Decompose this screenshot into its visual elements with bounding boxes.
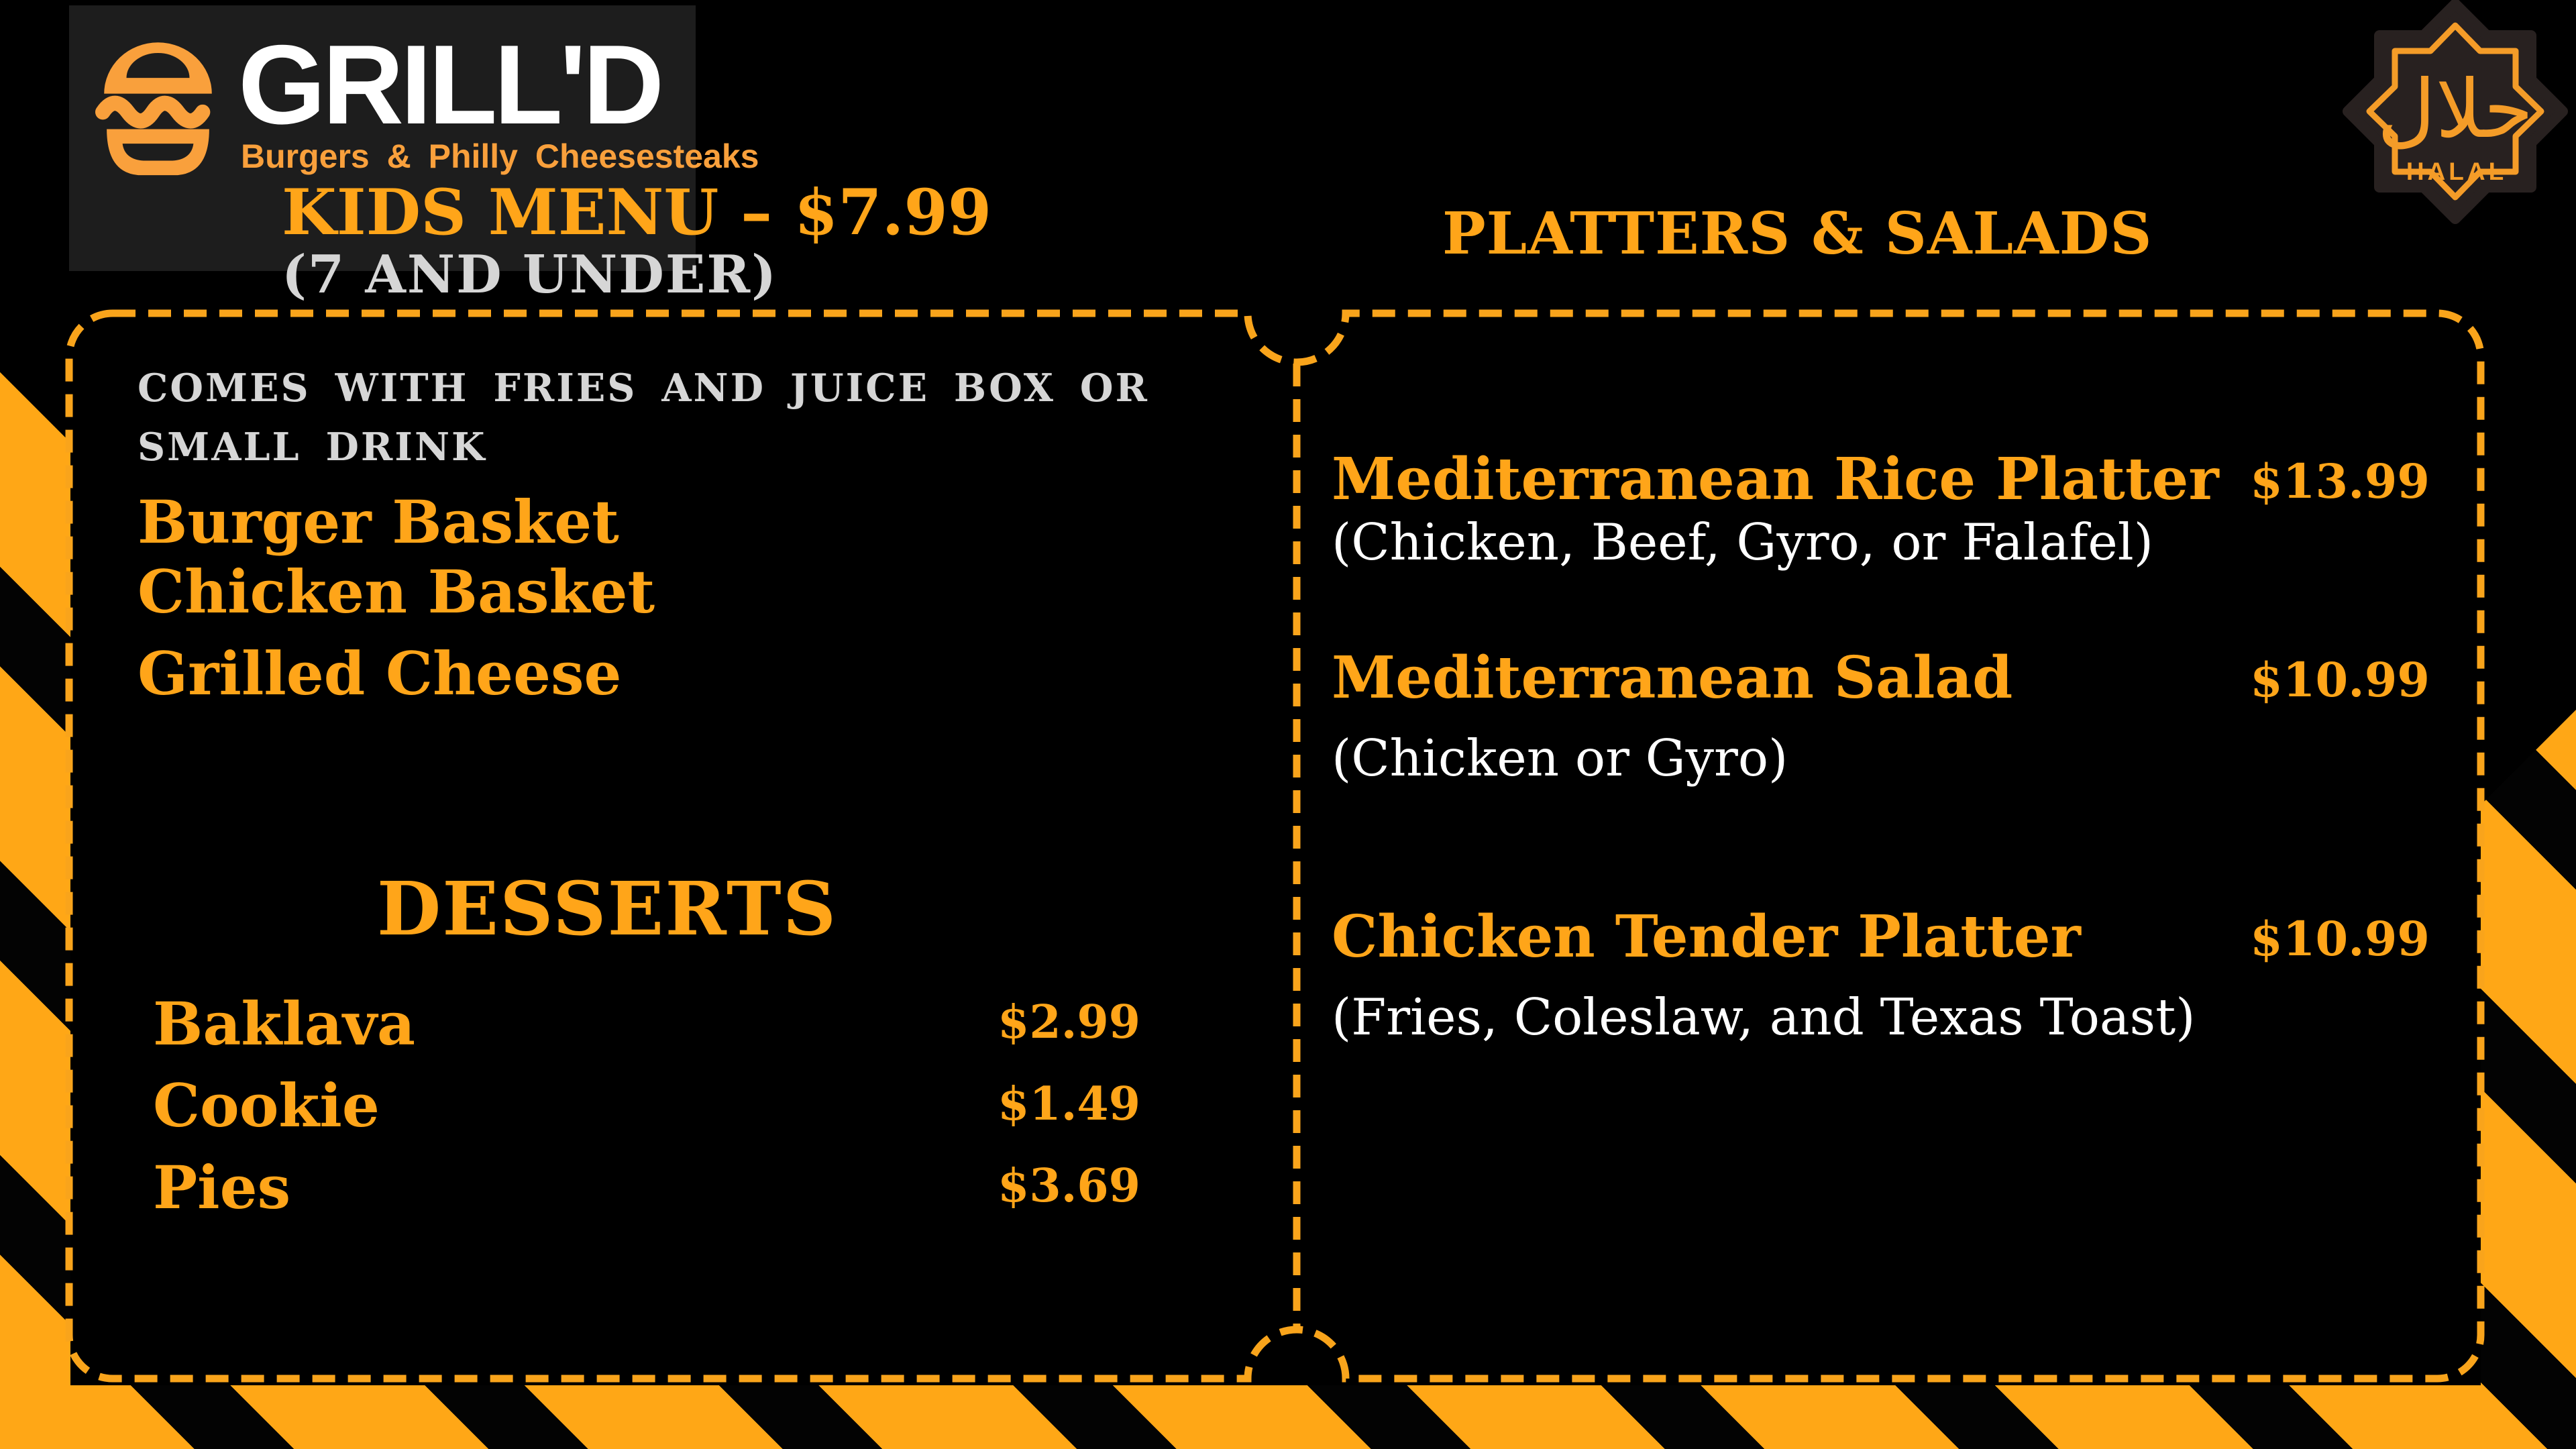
price-cookie: $1.49: [998, 1077, 1140, 1131]
halal-arabic-text: حلال: [2377, 63, 2534, 156]
menu-item-burger-basket: Burger Basket: [138, 487, 619, 557]
menu-item-cookie: Cookie: [153, 1071, 380, 1140]
menu-item-chicken-basket: Chicken Basket: [138, 557, 655, 627]
kids-menu-title: KIDS MENU – $7.99: [282, 176, 992, 250]
desc-mediterranean-rice-platter: (Chicken, Beef, Gyro, or Falafel): [1332, 513, 2153, 572]
price-pies: $3.69: [998, 1159, 1140, 1213]
price-baklava: $2.99: [998, 996, 1140, 1049]
platters-salads-title: PLATTERS & SALADS: [1442, 200, 2153, 268]
menu-item-pies: Pies: [153, 1152, 291, 1222]
halal-label: HALAL: [2406, 158, 2508, 185]
price-mediterranean-salad: $10.99: [2250, 652, 2430, 708]
brand-tagline: Burgers & Philly Cheesesteaks: [241, 138, 759, 175]
burger-icon: [89, 20, 227, 178]
kids-menu-age-note: (7 AND UNDER): [282, 244, 778, 305]
price-mediterranean-rice-platter: $13.99: [2250, 453, 2430, 509]
desserts-title: DESSERTS: [376, 865, 838, 952]
menu-item-mediterranean-rice-platter: Mediterranean Rice Platter: [1332, 445, 2219, 513]
desc-chicken-tender-platter: (Fries, Coleslaw, and Texas Toast): [1332, 987, 2196, 1046]
menu-item-grilled-cheese: Grilled Cheese: [138, 639, 622, 708]
brand-name: GRILL'D: [238, 21, 661, 148]
menu-item-mediterranean-salad: Mediterranean Salad: [1332, 644, 2013, 712]
halal-badge: [2333, 0, 2576, 225]
menu-item-chicken-tender-platter: Chicken Tender Platter: [1332, 903, 2081, 971]
menu-item-baklava: Baklava: [153, 989, 415, 1059]
kids-menu-includes-note: COMES WITH FRIES AND JUICE BOX OR SMALL DRINK: [138, 366, 1149, 470]
desc-mediterranean-salad: (Chicken or Gyro): [1332, 729, 1788, 788]
price-chicken-tender-platter: $10.99: [2250, 911, 2430, 967]
